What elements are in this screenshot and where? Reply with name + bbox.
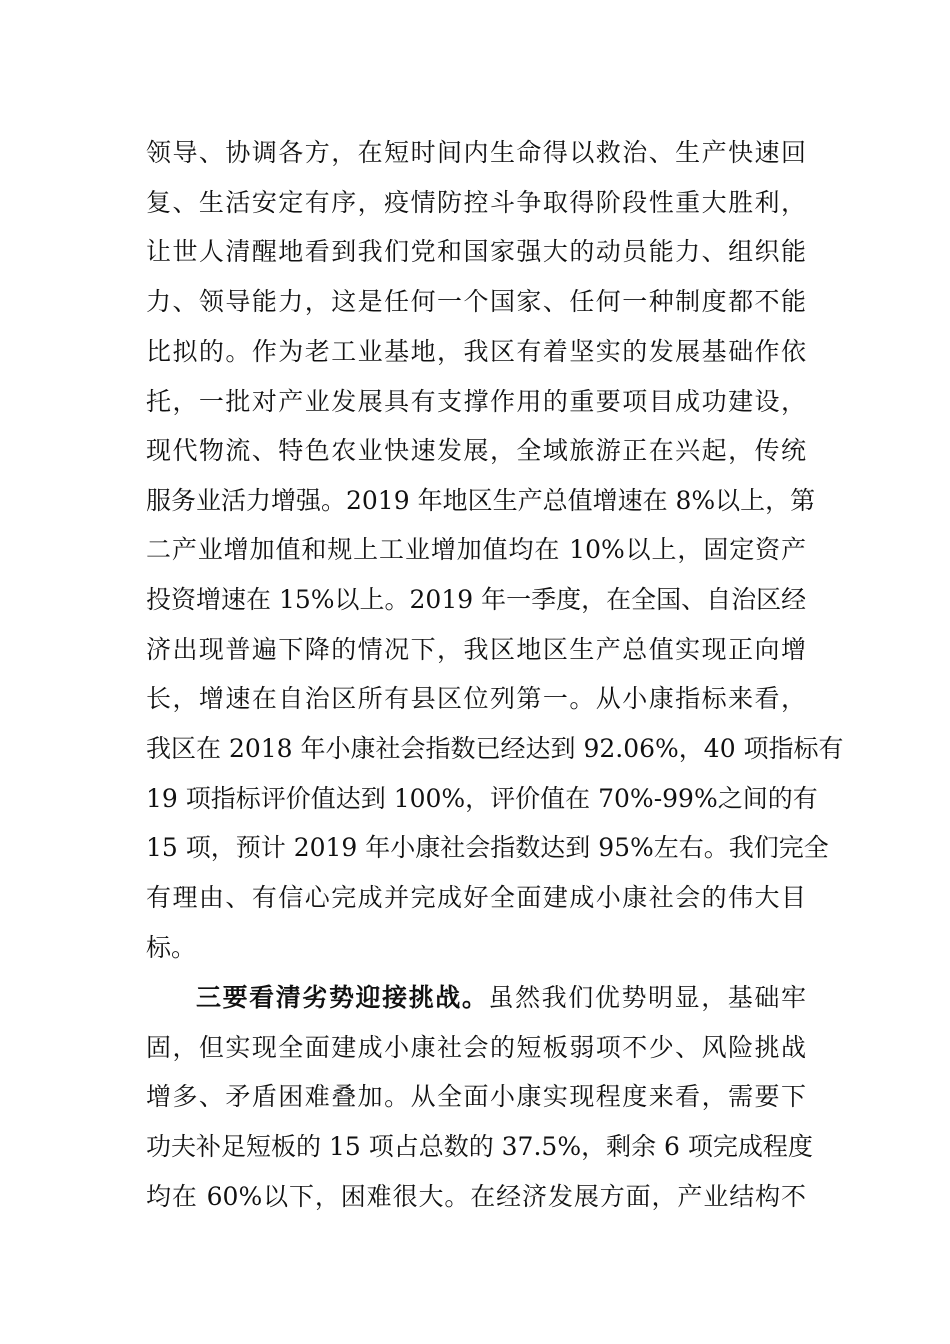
text-line: 二产业增加值和规上工业增加值均在 10%以上，固定资产 [146, 535, 806, 564]
paragraph-first-line [196, 978, 806, 1018]
text-line: 力、领导能力，这是任何一个国家、任何一种制度都不能 [146, 287, 806, 316]
text-line: 领导、协调各方，在短时间内生命得以救治、生产快速回 [146, 138, 806, 167]
text-line: 固，但实现全面建成小康社会的短板弱项不少、风险挑战 [146, 1033, 806, 1062]
text-line: 托，一批对产业发展具有支撑作用的重要项目成功建设， [146, 387, 806, 416]
text-line: 功夫补足短板的 15 项占总数的 37.5%，剩余 6 项完成程度 [146, 1132, 813, 1161]
text-line: 标。 [146, 933, 197, 962]
text-line: 复、生活安定有序，疫情防控斗争取得阶段性重大胜利， [146, 188, 806, 217]
text-line: 均在 60%以下，困难很大。在经济发展方面，产业结构不 [146, 1182, 806, 1211]
text-line: 比拟的。作为老工业基地，我区有着坚实的发展基础作依 [146, 337, 806, 366]
text-line: 19 项指标评价值达到 100%，评价值在 70%-99%之间的有 [146, 784, 818, 813]
text-line: 让世人清醒地看到我们党和国家强大的动员能力、组织能 [146, 237, 806, 266]
text-line: 长，增速在自治区所有县区位列第一。从小康指标来看， [146, 684, 806, 713]
text-line: 增多、矛盾困难叠加。从全面小康实现程度来看，需要下 [146, 1082, 806, 1111]
section-heading: 三要看清劣势迎接挑战。 [196, 983, 489, 1012]
text-span: 虽然我们优势明显，基础牢 [488, 983, 806, 1012]
text-line: 投资增速在 15%以上。2019 年一季度，在全国、自治区经 [146, 585, 807, 614]
text-line: 服务业活力增强。2019 年地区生产总值增速在 8%以上，第 [146, 486, 816, 515]
text-line: 济出现普遍下降的情况下，我区地区生产总值实现正向增 [146, 635, 806, 664]
text-line: 现代物流、特色农业快速发展，全域旅游正在兴起，传统 [146, 436, 806, 465]
text-line: 我区在 2018 年小康社会指数已经达到 92.06%，40 项指标有 [146, 734, 844, 763]
text-line: 有理由、有信心完成并完成好全面建成小康社会的伟大目 [146, 883, 806, 912]
text-line: 15 项，预计 2019 年小康社会指数达到 95%左右。我们完全 [146, 833, 829, 862]
